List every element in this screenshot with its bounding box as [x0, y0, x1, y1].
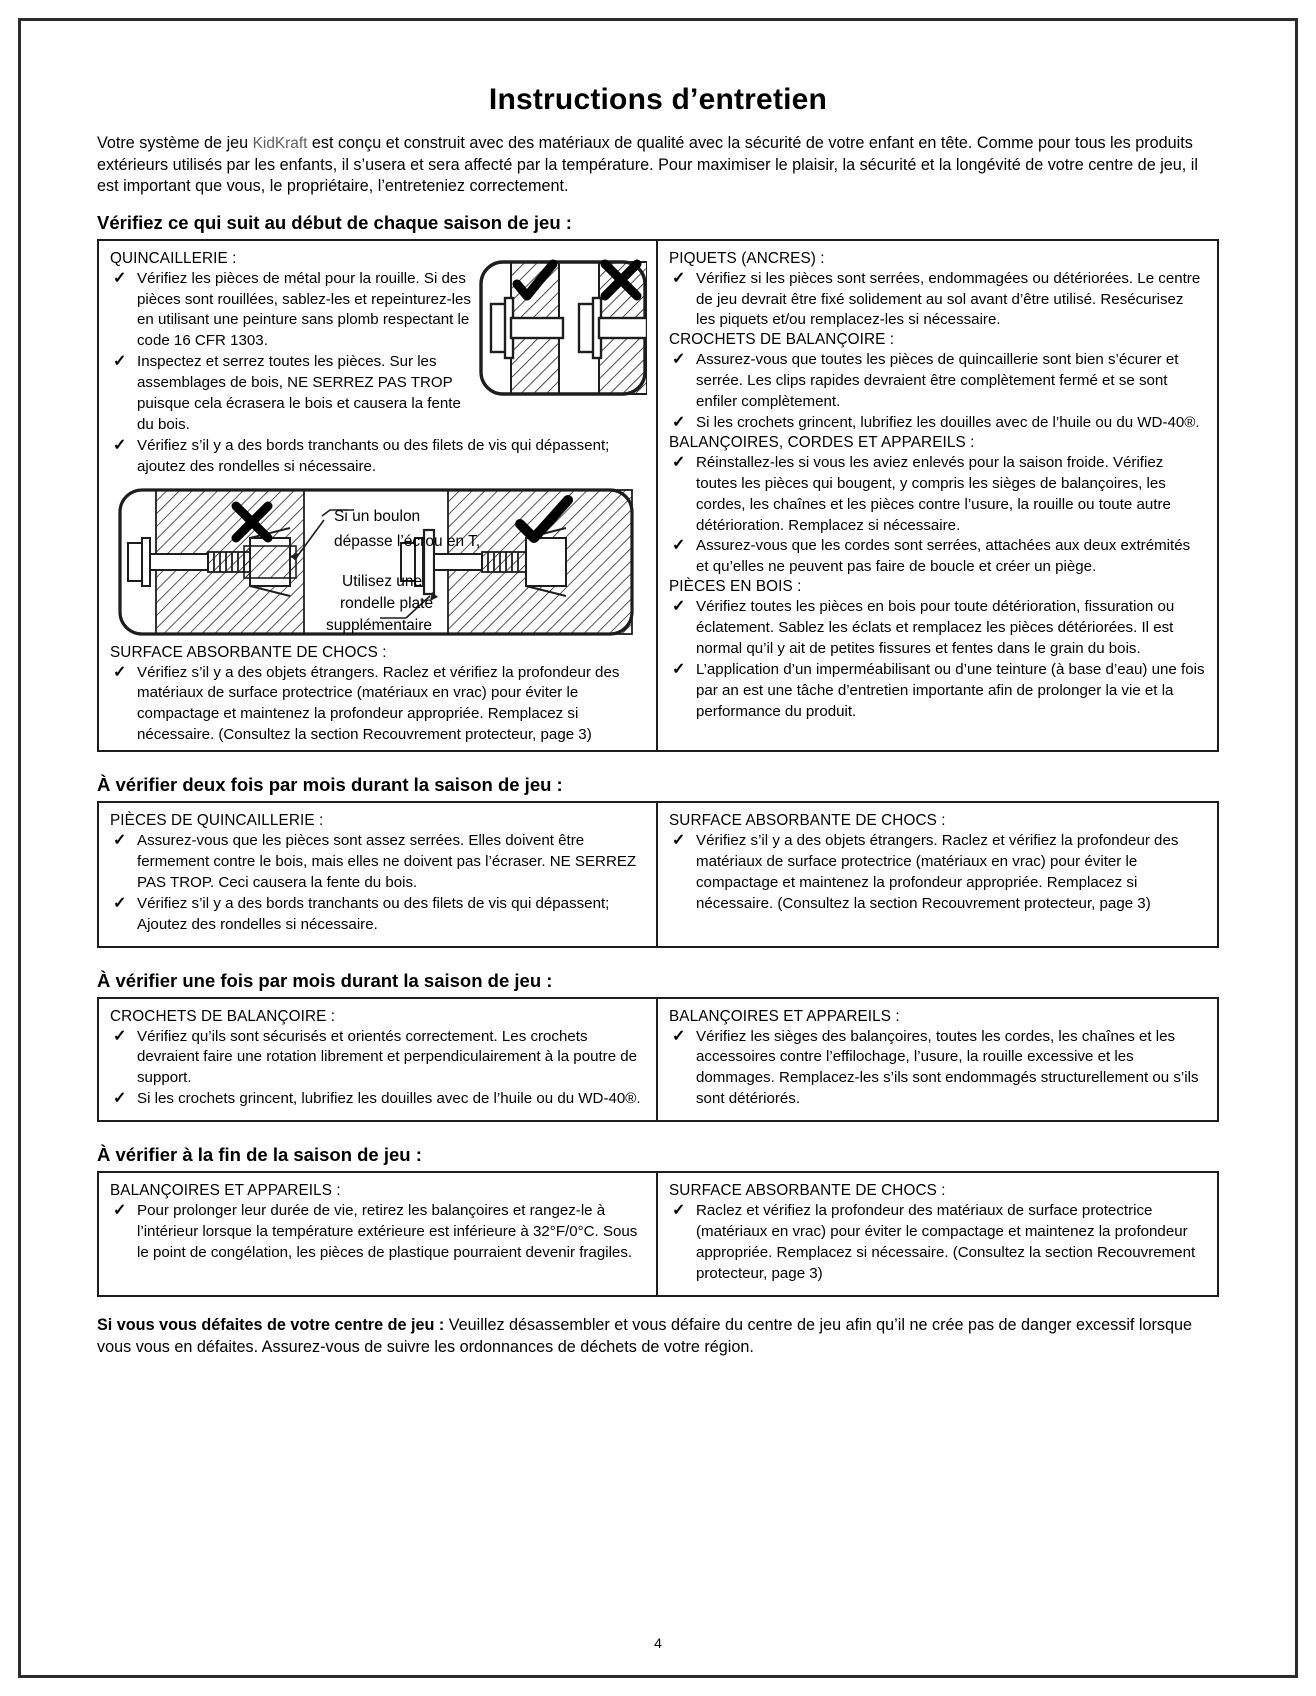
disposal-note [97, 1315, 1219, 1359]
check-icon: ✓ [672, 413, 686, 431]
twice-monthly-left-column [99, 803, 658, 945]
check-icon: ✓ [113, 894, 127, 912]
list-item-text: Vérifiez si les pièces sont serrées, endommagées ou détériorées. Le centre de jeu devrait être fixé solidement au sol avant d’être utilisé. Resécurisez les piquets et/ou remplacez-les si nécessaire. [696, 269, 1201, 329]
list-item [669, 597, 1206, 660]
list-item [669, 413, 1206, 434]
section-heading-season-end: À vérifier à la fin de la saison de jeu : [97, 1144, 422, 1166]
checklist [669, 831, 1206, 915]
check-icon: ✓ [113, 663, 127, 681]
checklist [669, 453, 1206, 578]
checklist [669, 1201, 1206, 1285]
monthly-right-column [658, 999, 1217, 1121]
list-item [669, 1027, 1206, 1111]
checklist [669, 269, 1206, 332]
list-item [110, 831, 645, 894]
list-item-text: Si les crochets grincent, lubrifiez les douilles avec de l’huile ou du WD-40®. [137, 1090, 641, 1108]
checklist [669, 1027, 1206, 1111]
list-item [110, 1089, 645, 1110]
season-start-left-column [99, 241, 658, 750]
tnut-caption-line2: dépasse l’écrou en T, [334, 532, 481, 550]
check-icon: ✓ [672, 832, 686, 850]
checklist [110, 831, 645, 935]
list-item-text: Vérifiez les sièges des balançoires, toutes les cordes, les chaînes et les accessoires contre l’effilochage, l’usure, la rouille excessive et les dommages. Remplacez-les s’ils sont endommagés structurellement ou s’ils sont détériorés. [696, 1027, 1199, 1108]
category-title: SURFACE ABSORBANTE DE CHOCS : [669, 1182, 946, 1200]
page-border [18, 18, 1298, 1678]
category-title: PIQUETS (ANCRES) : [669, 249, 825, 267]
check-icon: ✓ [113, 1027, 127, 1045]
intro-after-brand: est conçu et construit avec des matériaux de qualité avec la sécurité de votre enfant en tête. Comme pour tous les produits extérieurs utilisés par les enfants, il s’usera et sera affecté par la température. Pour maximiser le plaisir, la sécurité et la longévité de votre centre de jeu, il est important que vous, le propriétaire, l’entreteniez correctement. [97, 134, 1198, 196]
check-icon: ✓ [672, 351, 686, 369]
list-item-text: Assurez-vous que toutes les pièces de quincaillerie sont bien s’écurer et serrée. Les clips rapides devraient être complètement fermé et se sont enfiler complètement. [696, 351, 1179, 411]
category-title: CROCHETS DE BALANÇOIRE : [110, 1007, 336, 1025]
list-item [110, 1027, 645, 1090]
check-icon: ✓ [113, 832, 127, 850]
check-icon: ✓ [672, 1027, 686, 1045]
checklist [669, 350, 1206, 434]
check-icon: ✓ [672, 1202, 686, 1220]
list-item-text: Pour prolonger leur durée de vie, retirez les balançoires et rangez-le à l’intérieur lorsque la température extérieure est inférieure à 32°F/0°C. Sous le point de congélation, les pièces de plastique pourraient devenir fragiles. [137, 1202, 638, 1261]
list-item-text: Vérifiez les pièces de métal pour la rouille. Si des pièces sont rouillées, sablez-les et repeinturez-les en utilisant une peinture sans plomb respectant le code 16 CFR 1303. [137, 269, 471, 350]
list-item [669, 453, 1206, 537]
check-icon: ✓ [113, 1202, 127, 1220]
check-icon: ✓ [113, 269, 127, 287]
twice-monthly-right-column [658, 803, 1217, 945]
check-icon: ✓ [113, 353, 127, 371]
check-icon: ✓ [672, 453, 686, 471]
section-box-season-start [97, 239, 1219, 752]
section-heading-season-start: Vérifiez ce qui suit au début de chaque saison de jeu : [97, 211, 572, 233]
section-box-twice-monthly [97, 801, 1219, 947]
check-icon: ✓ [672, 537, 686, 555]
category-title: PIÈCES EN BOIS : [669, 578, 802, 596]
season-end-left-column [99, 1173, 658, 1295]
list-item-text: Vérifiez s’il y a des bords tranchants ou des filets de vis qui dépassent; ajoutez des rondelles si nécessaire. [137, 436, 610, 475]
list-item-text: Vérifiez s’il y a des bords tranchants ou des filets de vis qui dépassent; Ajoutez des rondelles si nécessaire. [137, 894, 610, 933]
list-item [110, 663, 645, 747]
check-icon: ✓ [672, 598, 686, 616]
category-title: SURFACE ABSORBANTE DE CHOCS : [669, 812, 946, 830]
intro-paragraph [97, 133, 1219, 198]
list-item [110, 894, 645, 936]
category-title: CROCHETS DE BALANÇOIRE : [669, 331, 895, 349]
section-heading-twice-monthly: À vérifier deux fois par mois durant la saison de jeu : [97, 774, 563, 796]
list-item [669, 831, 1206, 915]
section-heading-monthly: À vérifier une fois par mois durant la saison de jeu : [97, 969, 553, 991]
category-title: BALANÇOIRES, CORDES ET APPAREILS : [669, 433, 975, 451]
list-item-text: Vérifiez s’il y a des objets étrangers. Raclez et vérifiez la profondeur des matériaux de surface protectrice (matériaux en vrac) pour éviter le compactage et maintenez la profondeur appropriée. Remplacez si nécessaire. (Consultez la section Recouvrement protecteur, page 3) [696, 832, 1179, 912]
list-item-text: Réinstallez-les si vous les aviez enlevés pour la saison froide. Vérifiez toutes les pièces qui bougent, y compris les sièges de balançoires, les cordes, les chaînes et les pièces contre l’usure, la rouille ou toute autre détérioration. Remplacez si nécessaire. [696, 453, 1171, 534]
list-item-text: Vérifiez toutes les pièces en bois pour toute détérioration, fissuration ou éclatement. Sablez les éclats et remplacez les pièces détériorées. Il est normal qu’il y ait de petites fissures et fentes dans le grain du bois. [696, 598, 1175, 657]
list-item-text: Vérifiez s’il y a des objets étrangers. Raclez et vérifiez la profondeur des matériaux de surface protectrice (matériaux en vrac) pour éviter le compactage et maintenez la profondeur appropriée. Remplacez si nécessaire. (Consultez la section Recouvrement protecteur, page 3) [137, 663, 620, 744]
season-end-right-column [658, 1173, 1217, 1295]
check-icon: ✓ [113, 1090, 127, 1108]
season-start-right-column [658, 241, 1217, 750]
list-item [669, 536, 1206, 578]
disposal-note-lead: Si vous vous défaites de votre centre de jeu : [97, 1315, 445, 1334]
check-icon: ✓ [672, 660, 686, 678]
checklist [110, 269, 645, 478]
list-item [110, 269, 645, 353]
page-title: Instructions d’entretien [488, 83, 828, 116]
tnut-caption-line5: supplémentaire [326, 616, 432, 634]
checklist [669, 597, 1206, 722]
tnut-caption-line3: Utilisez une [342, 572, 423, 590]
disposal-note-body: Veuillez désassembler et vous défaire du centre de jeu afin qu’il ne crée pas de danger excessif lorsque vous vous en défaites. Assurez-vous de suivre les ordonnances de déchets de votre région. [97, 1315, 1193, 1356]
tnut-caption-line4: rondelle plate [340, 594, 434, 612]
list-item [669, 660, 1206, 723]
list-item-text: Raclez et vérifiez la profondeur des matériaux de surface protectrice (matériaux en vrac) pour éviter le compactage et maintenez la profondeur appropriée. Remplacez si nécessaire. (Consultez la section Recouvrement protecteur, page 3) [696, 1202, 1196, 1282]
check-icon: ✓ [113, 436, 127, 454]
list-item-text: Vérifiez qu’ils sont sécurisés et orientés correctement. Les crochets devraient faire une rotation librement et perpendiculairement à la poutre de support. [137, 1027, 638, 1087]
category-title: SURFACE ABSORBANTE DE CHOCS : [110, 643, 387, 661]
checklist [110, 1201, 645, 1264]
list-item [110, 436, 645, 478]
list-item-text: L’application d’un imperméabilisant ou d’une teinture (à base d’eau) une fois par an est une tâche d’entretien importante afin de prolonger la vie et la performance du produit. [696, 660, 1205, 720]
intro-before-brand: Votre système de jeu [97, 134, 249, 152]
category-title: BALANÇOIRES ET APPAREILS : [669, 1007, 900, 1025]
list-item [669, 269, 1206, 332]
page-number: 4 [654, 1635, 662, 1651]
checklist [110, 1027, 645, 1111]
section-box-season-end [97, 1171, 1219, 1297]
category-title: BALANÇOIRES ET APPAREILS : [110, 1182, 341, 1200]
list-item-text: Si les crochets grincent, lubrifiez les douilles avec de l’huile ou du WD-40®. [696, 413, 1200, 431]
category-title: QUINCAILLERIE : [110, 249, 237, 267]
section-box-monthly [97, 997, 1219, 1123]
list-item [669, 1201, 1206, 1285]
list-item [110, 1201, 645, 1264]
check-icon: ✓ [672, 269, 686, 287]
list-item [110, 352, 645, 436]
checklist [110, 663, 645, 747]
category-title: PIÈCES DE QUINCAILLERIE : [110, 812, 324, 830]
tnut-diagram-figure [118, 488, 634, 636]
monthly-left-column [99, 999, 658, 1121]
brand-name: KidKraft [252, 135, 308, 152]
list-item-text: Inspectez et serrez toutes les pièces. Sur les assemblages de bois, NE SERREZ PAS TROP puisque cela écrasera le bois et causera la fente du bois. [137, 353, 461, 433]
list-item [669, 350, 1206, 413]
list-item-text: Assurez-vous que les pièces sont assez serrées. Elles doivent être fermement contre le bois, mais elles ne doivent pas l’écraser. NE SERREZ PAS TROP. Ceci causera la fente du bois. [137, 832, 637, 891]
page-content [97, 83, 1219, 1655]
tnut-caption-line1: Si un boulon [334, 507, 421, 525]
list-item-text: Assurez-vous que les cordes sont serrées, attachées aux deux extrémités et qu’elles ne peuvent pas faire de boucle et créer un piège. [696, 537, 1191, 576]
